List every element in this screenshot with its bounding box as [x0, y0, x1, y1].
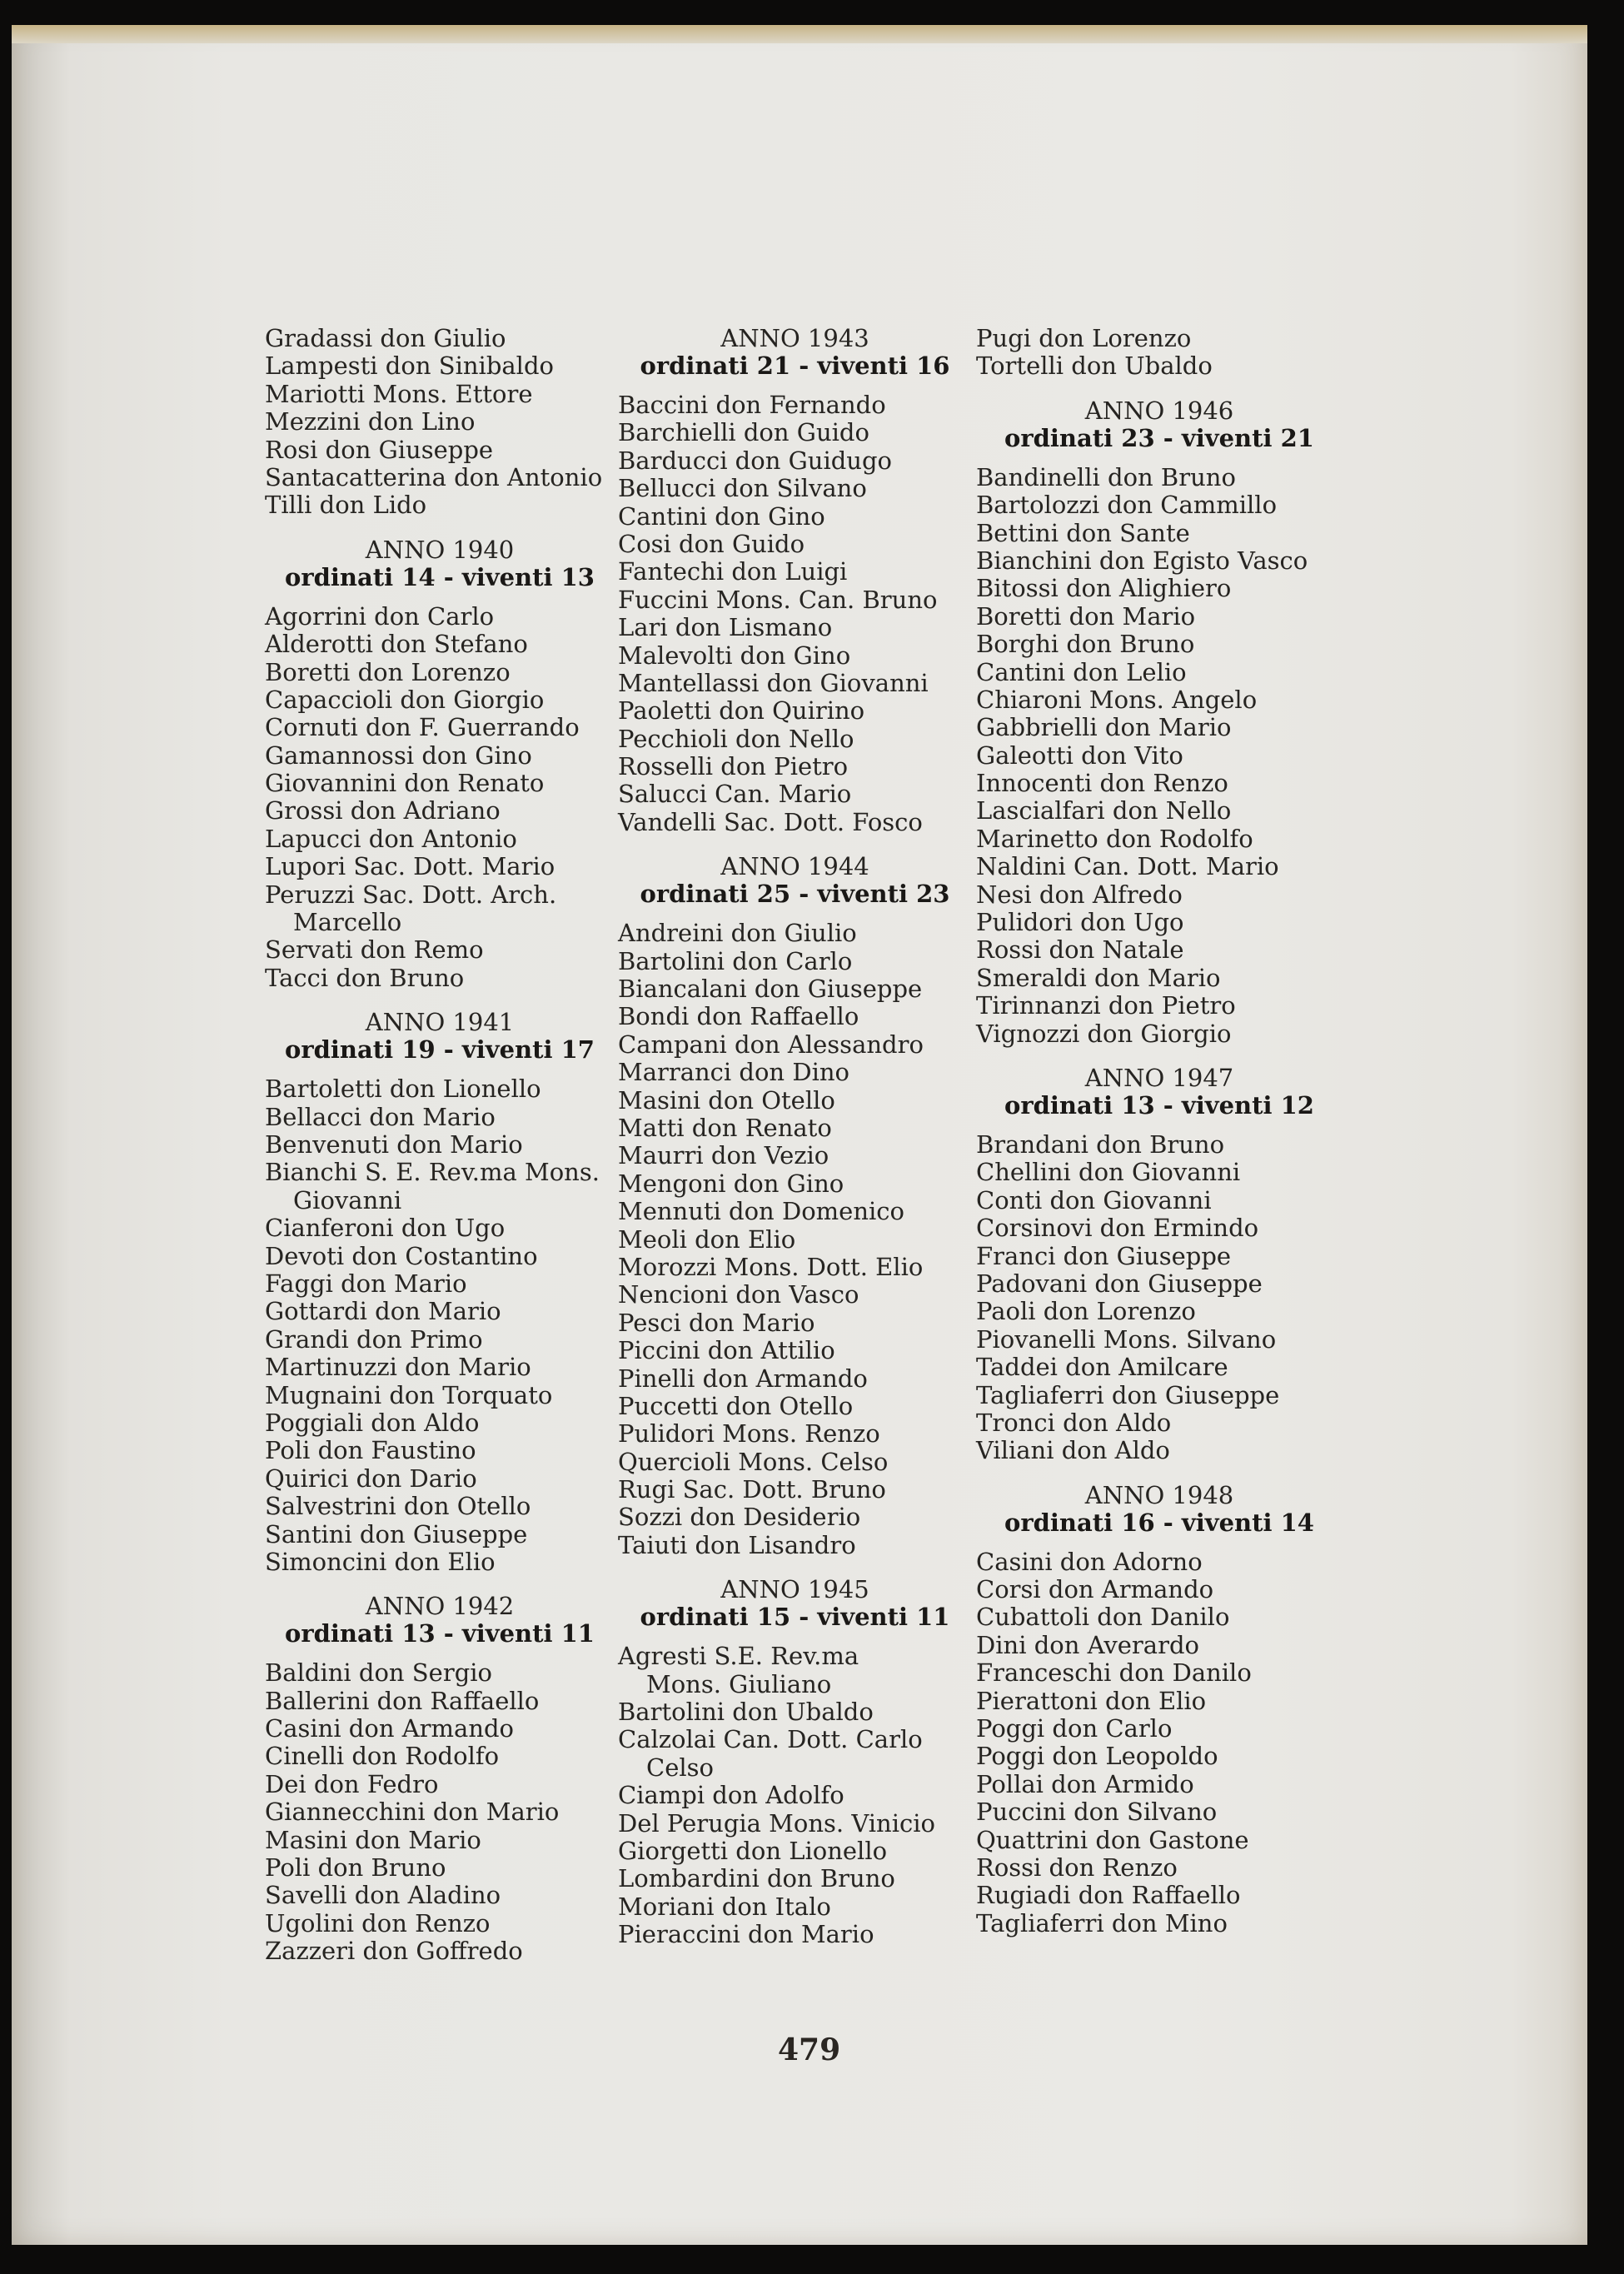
list-item: Franceschi don Danilo — [976, 1658, 1252, 1688]
list-item: Bandinelli don Bruno — [976, 462, 1236, 491]
list-item: Maurri don Vezio — [618, 1141, 829, 1170]
list-item: Faggi don Mario — [265, 1269, 467, 1298]
year-section — [265, 1009, 615, 1576]
ordination-counts: ordinati 13 - viventi 12 — [1004, 1090, 1314, 1120]
list-item: Taddei don Amilcare — [976, 1353, 1228, 1382]
list-item: Marinetto don Rodolfo — [976, 824, 1253, 853]
list-item: Tacci don Bruno — [265, 963, 465, 992]
list-item: Masini don Otello — [618, 1085, 835, 1115]
list-item: Santacatterina don Antonio — [265, 462, 603, 491]
list-item — [618, 1643, 972, 1698]
list-item: Corsinovi don Ermindo — [976, 1214, 1259, 1243]
priest-list — [976, 464, 1343, 1048]
list-item: Gabbrielli don Mario — [976, 713, 1232, 742]
year-heading: ANNO 1948 — [1084, 1480, 1234, 1509]
list-item: Baldini don Sergio — [265, 1658, 492, 1688]
list-item: Servati don Remo — [265, 935, 484, 965]
ordination-counts: ordinati 15 - viventi 11 — [640, 1603, 950, 1632]
list-item: Quirici don Dario — [265, 1464, 477, 1493]
list-item: Cubattoli don Danilo — [976, 1603, 1230, 1632]
list-item: Cianferoni don Ugo — [265, 1214, 506, 1243]
list-item: Vignozzi don Giorgio — [976, 1019, 1232, 1048]
list-item: Rosselli don Pietro — [618, 752, 849, 781]
list-item: Pieraccini don Mario — [618, 1920, 874, 1949]
list-item: Borghi don Bruno — [976, 630, 1195, 659]
year-section — [976, 1065, 1343, 1465]
list-item: Giannecchini don Mario — [265, 1798, 560, 1827]
priest-list — [976, 1131, 1343, 1465]
list-item: Rosi don Giuseppe — [265, 435, 494, 464]
list-item: Bondi don Raffaello — [618, 1002, 859, 1031]
ordination-counts: ordinati 19 - viventi 17 — [284, 1035, 595, 1065]
list-item: Cosi don Guido — [618, 529, 805, 558]
list-item: Baccini don Fernando — [618, 391, 886, 419]
list-item: Matti don Renato — [618, 1113, 832, 1142]
page-top-edge — [12, 25, 1587, 43]
year-heading: ANNO 1942 — [365, 1592, 515, 1621]
list-item: Grandi don Primo — [265, 1324, 483, 1354]
name-text: Calzolai Can. Dott. Carlo — [618, 1725, 923, 1754]
list-item: Nesi don Alfredo — [976, 880, 1183, 909]
list-item: Casini don Armando — [265, 1714, 515, 1743]
priest-list — [265, 1075, 615, 1576]
list-item: Barducci don Guidugo — [618, 446, 892, 475]
list-item: Barchielli don Guido — [618, 418, 869, 447]
year-heading: ANNO 1943 — [720, 324, 869, 352]
list-item: Taiuti don Lisandro — [618, 1530, 856, 1559]
list-item: Viliani don Aldo — [976, 1436, 1170, 1465]
list-item: Gottardi don Mario — [265, 1297, 501, 1326]
list-item: Lombardini don Bruno — [618, 1864, 895, 1893]
list-item: Campani don Alessandro — [618, 1030, 924, 1059]
list-item: Savelli don Aladino — [265, 1881, 501, 1910]
year-section — [618, 325, 972, 836]
list-item: Mennuti don Domenico — [618, 1197, 904, 1226]
list-item: Bartolozzi don Cammillo — [976, 491, 1278, 520]
list-item: Gradassi don Giulio — [265, 324, 506, 352]
list-item: Ciampi don Adolfo — [618, 1781, 844, 1810]
list-item: Malevolti don Gino — [618, 641, 851, 670]
year-heading: ANNO 1947 — [1084, 1063, 1234, 1092]
year-section — [976, 397, 1343, 1048]
list-item: Masini don Mario — [265, 1825, 481, 1854]
list-item: Zazzeri don Goffredo — [265, 1937, 523, 1966]
list-item: Pulidori Mons. Renzo — [618, 1419, 880, 1449]
list-item: Dei don Fedro — [265, 1769, 439, 1798]
year-heading: ANNO 1940 — [365, 535, 515, 564]
list-item: Piccini don Attilio — [618, 1336, 835, 1365]
list-item: Paoli don Lorenzo — [976, 1297, 1196, 1326]
list-item: Paoletti don Quirino — [618, 696, 865, 726]
ordination-counts: ordinati 25 - viventi 23 — [640, 880, 950, 909]
list-item: Poggiali don Aldo — [265, 1408, 480, 1437]
list-item: Ballerini don Raffaello — [265, 1686, 540, 1715]
list-item: Mariotti Mons. Ettore — [265, 379, 533, 408]
list-item: Marranci don Dino — [618, 1058, 849, 1087]
list-item: Innocenti don Renzo — [976, 769, 1228, 798]
ordination-counts: ordinati 13 - viventi 11 — [284, 1619, 595, 1648]
list-item: Mugnaini don Torquato — [265, 1380, 553, 1409]
priest-list — [618, 391, 972, 836]
list-item: Chiaroni Mons. Angelo — [976, 685, 1258, 714]
list-item: Smeraldi don Mario — [976, 963, 1221, 992]
list-item: Moriani don Italo — [618, 1892, 831, 1921]
list-item: Pugi don Lorenzo — [976, 324, 1192, 352]
list-item: Boretti don Lorenzo — [265, 657, 511, 686]
list-item: Lascialfari don Nello — [976, 796, 1232, 825]
list-item: Biancalani don Giuseppe — [618, 975, 923, 1004]
list-item: Tronci don Aldo — [976, 1408, 1172, 1437]
list-item: Ugolini don Renzo — [265, 1908, 491, 1937]
list-item: Tilli don Lido — [265, 491, 427, 520]
list-item: Andreini don Giulio — [618, 919, 857, 948]
list-item: Chellini don Giovanni — [976, 1158, 1241, 1187]
list-item: Conti don Giovanni — [976, 1185, 1212, 1214]
list-item: Naldini Can. Dott. Mario — [976, 852, 1279, 881]
list-item: Tortelli don Ubaldo — [976, 352, 1213, 381]
list-item: Puccini don Silvano — [976, 1798, 1218, 1827]
column-3 — [976, 325, 1343, 1937]
name-text: Peruzzi Sac. Dott. Arch. — [265, 880, 557, 909]
list-item: Franci don Giuseppe — [976, 1241, 1232, 1270]
year-heading: ANNO 1945 — [720, 1575, 869, 1604]
list-item: Morozzi Mons. Dott. Elio — [618, 1252, 924, 1281]
list-item: Simoncini don Elio — [265, 1547, 496, 1576]
ordination-counts: ordinati 16 - viventi 14 — [1004, 1508, 1314, 1537]
list-item: Gamannossi don Gino — [265, 741, 532, 770]
list-item: Rugiadi don Raffaello — [976, 1881, 1241, 1910]
year-section — [265, 1593, 615, 1965]
list-item: Bianchini don Egisto Vasco — [976, 546, 1308, 575]
list-item: Puccetti don Otello — [618, 1391, 854, 1420]
list-item: Bellacci don Mario — [265, 1102, 496, 1131]
list-item: Meoli don Elio — [618, 1224, 796, 1254]
year-section — [618, 853, 972, 1559]
list-item: Corsi don Armando — [976, 1575, 1214, 1604]
list-item: Cantini don Gino — [618, 501, 825, 531]
list-item: Nencioni don Vasco — [618, 1280, 859, 1309]
column-1 — [265, 325, 615, 1966]
list-item: Capaccioli don Giorgio — [265, 685, 545, 714]
list-item: Tagliaferri don Giuseppe — [976, 1380, 1280, 1409]
list-item: Bartolini don Carlo — [618, 946, 853, 975]
name-continuation: Mons. Giuliano — [646, 1669, 832, 1698]
priest-list — [618, 1643, 972, 1948]
list-item: Vandelli Sac. Dott. Fosco — [618, 807, 923, 836]
ordination-counts: ordinati 23 - viventi 21 — [1004, 423, 1314, 452]
list-item: Bartolini don Ubaldo — [618, 1698, 874, 1727]
list-item: Martinuzzi don Mario — [265, 1353, 531, 1382]
priest-list — [265, 1659, 615, 1965]
list-item — [265, 1159, 615, 1214]
year-heading: ANNO 1944 — [720, 852, 869, 881]
list-item: Tagliaferri don Mino — [976, 1908, 1228, 1937]
column-2 — [618, 325, 972, 1949]
list-item: Mengoni don Gino — [618, 1169, 844, 1198]
list-item: Giorgetti don Lionello — [618, 1837, 888, 1866]
list-item: Giovannini don Renato — [265, 769, 545, 798]
year-heading: ANNO 1946 — [1084, 396, 1234, 425]
list-item: Rossi don Natale — [976, 935, 1184, 965]
name-continuation: Giovanni — [293, 1185, 402, 1214]
list-item: Casini don Adorno — [976, 1547, 1203, 1576]
list-item: Padovani don Giuseppe — [976, 1269, 1263, 1298]
list-item: Cinelli don Rodolfo — [265, 1742, 500, 1771]
priest-list — [618, 920, 972, 1559]
year-heading: ANNO 1941 — [365, 1008, 515, 1037]
list-item: Lampesti don Sinibaldo — [265, 352, 554, 381]
list-item: Salvestrini don Otello — [265, 1492, 531, 1521]
list-item: Bellucci don Silvano — [618, 474, 867, 503]
list-item: Brandani don Bruno — [976, 1130, 1225, 1159]
name-continuation: Celso — [646, 1753, 714, 1782]
book-page — [12, 25, 1587, 2245]
list-item: Del Perugia Mons. Vinicio — [618, 1808, 935, 1838]
list-item: Benvenuti don Mario — [265, 1130, 523, 1159]
list-item: Pollai don Armido — [976, 1769, 1194, 1798]
priest-list — [976, 1548, 1343, 1937]
list-item: Fantechi don Luigi — [618, 557, 848, 586]
list-item: Santini don Giuseppe — [265, 1519, 528, 1548]
name-text: Agresti S.E. Rev.ma — [618, 1642, 859, 1671]
list-item: Devoti don Costantino — [265, 1241, 538, 1270]
list-item: Pesci don Mario — [618, 1308, 815, 1337]
list-item: Mantellassi don Giovanni — [618, 668, 929, 697]
continued-name-list — [265, 325, 615, 520]
list-item: Rugi Sac. Dott. Bruno — [618, 1475, 886, 1504]
priest-list — [265, 603, 615, 993]
list-item: Alderotti don Stefano — [265, 630, 528, 659]
list-item: Tirinnanzi don Pietro — [976, 991, 1236, 1020]
list-item: Bitossi don Alighiero — [976, 574, 1232, 603]
list-item: Rossi don Renzo — [976, 1853, 1178, 1882]
list-item: Piovanelli Mons. Silvano — [976, 1324, 1277, 1354]
ordination-counts: ordinati 14 - viventi 13 — [284, 562, 595, 591]
year-section — [976, 1482, 1343, 1937]
year-section — [265, 536, 615, 993]
list-item: Salucci Can. Mario — [618, 780, 852, 809]
list-item: Poli don Bruno — [265, 1853, 446, 1883]
list-item: Mezzini don Lino — [265, 407, 476, 436]
name-continuation: Marcello — [293, 908, 402, 937]
list-item: Cantini don Lelio — [976, 657, 1187, 686]
list-item: Agorrini don Carlo — [265, 601, 495, 631]
list-item: Grossi don Adriano — [265, 796, 501, 825]
list-item: Bartoletti don Lionello — [265, 1075, 541, 1104]
list-item: Lapucci don Antonio — [265, 824, 517, 853]
name-text: Bianchi S. E. Rev.ma Mons. — [265, 1158, 600, 1187]
list-item: Poggi don Carlo — [976, 1714, 1173, 1743]
list-item: Poggi don Leopoldo — [976, 1742, 1218, 1771]
list-item: Dini don Averardo — [976, 1630, 1199, 1659]
list-item: Pierattoni don Elio — [976, 1686, 1207, 1715]
list-item: Lupori Sac. Dott. Mario — [265, 852, 555, 881]
list-item — [618, 1726, 972, 1782]
list-item: Cornuti don F. Guerrando — [265, 713, 580, 742]
list-item: Quercioli Mons. Celso — [618, 1447, 889, 1476]
list-item: Galeotti don Vito — [976, 741, 1183, 770]
year-section — [618, 1576, 972, 1948]
page-number: 479 — [778, 2032, 841, 2067]
continued-name-list — [976, 325, 1343, 381]
list-item: Lari don Lismano — [618, 613, 833, 642]
list-item: Poli don Faustino — [265, 1436, 476, 1465]
list-item: Pecchioli don Nello — [618, 724, 854, 753]
list-item: Quattrini don Gastone — [976, 1825, 1249, 1854]
list-item: Sozzi don Desiderio — [618, 1503, 861, 1532]
ordination-counts: ordinati 21 - viventi 16 — [640, 352, 950, 380]
list-item: Bettini don Sante — [976, 518, 1190, 547]
list-item — [265, 881, 615, 937]
list-item: Pulidori don Ugo — [976, 908, 1184, 937]
list-item: Pinelli don Armando — [618, 1364, 868, 1393]
list-item: Boretti don Mario — [976, 601, 1196, 631]
list-item: Fuccini Mons. Can. Bruno — [618, 585, 938, 614]
